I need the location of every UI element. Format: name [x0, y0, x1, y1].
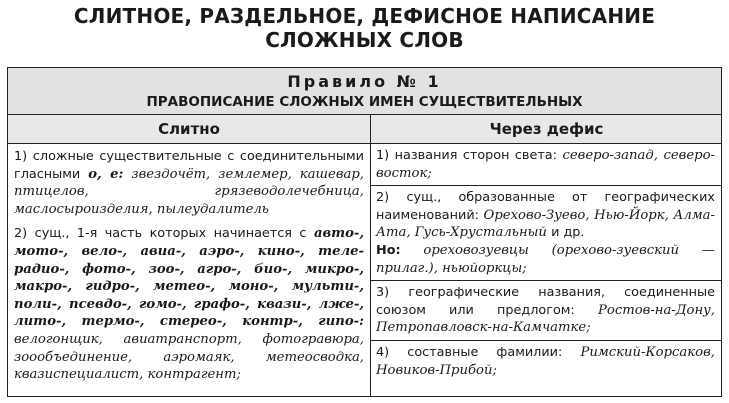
item-text: сущ., образованные от географических наименований: [376, 190, 715, 223]
item-number: 1) [14, 149, 28, 164]
rule-number: Правило № 1 [287, 72, 442, 91]
item-examples: Римский-Корсаков, Новиков-Прибой; [376, 344, 715, 378]
rule-table [7, 67, 722, 397]
item-examples: велогонщик, авиатранспорт, фотогравюра, зоообъединение, аэромаяк, метеосводка, квазиспециалист, контрагент; [14, 331, 364, 383]
item-number: 1) [376, 148, 390, 163]
page-title-line-2: СЛОЖНЫХ СЛОВ [265, 28, 464, 52]
column-hyphen [376, 144, 715, 382]
item-examples: Ростов-на-Дону, Петропавловск-на-Камчатке; [376, 302, 715, 336]
list-item [14, 221, 364, 386]
item-examples: Орехово-Зуево, Нью-Йорк, Алма-Ата, Гусь-Хрустальный [376, 207, 715, 241]
item-prefixes: авто-, мото-, вело-, авиа-, аэро-, кино-, теле- радио-, фото-, зоо-, агро-, био-, микро-, макро-, гидро-, метео-, моно-, мульти-, поли-, псевдо-, гомо-, графо-, квази-, лже-, лито-, термо-, стерео-, контр-, гипо-: [14, 226, 364, 330]
list-item [370, 341, 721, 382]
column-header-hyphen: Через дефис [489, 120, 604, 138]
column-header-joined: Слитно [158, 120, 220, 138]
list-item [370, 281, 721, 341]
page-title [0, 4, 729, 52]
item-note-examples: ореховозуевцы (орехово-зуевский — прилаг.), ньюйоркцы; [376, 242, 715, 276]
item-text: названия сторон света: [394, 148, 557, 163]
item-text: географические названия, соединенные союзом или предлогом: [376, 285, 715, 318]
item-text: сложные существительные с соединительными гласными [14, 149, 364, 182]
list-item [14, 144, 364, 221]
item-number: 2) [14, 226, 28, 242]
item-number: 2) [376, 190, 390, 206]
column-headers [8, 115, 721, 144]
list-item [370, 144, 721, 186]
item-examples: звездочёт, землемер, кашевар, птицелов, грязеводолечебница, маслосыроизделия, пылеудалитель [14, 166, 364, 217]
list-item [370, 186, 721, 281]
item-text: составные фамилии: [407, 344, 563, 360]
item-tail: и др. [551, 225, 585, 241]
item-text: сущ., 1-я часть которых начинается с [34, 226, 307, 242]
item-vowels: о, е: [88, 166, 124, 182]
column-joined [14, 144, 364, 387]
page-title-line-1: СЛИТНОЕ, РАЗДЕЛЬНОЕ, ДЕФИСНОЕ НАПИСАНИЕ [73, 4, 656, 28]
item-number: 4) [376, 344, 390, 360]
rule-subtitle: ПРАВОПИСАНИЕ СЛОЖНЫХ ИМЕН СУЩЕСТВИТЕЛЬНЫХ [146, 94, 583, 110]
item-note-label: Но: [376, 242, 401, 258]
item-number: 3) [376, 285, 390, 301]
rule-header [8, 68, 721, 115]
item-examples: северо-запад, северо-восток; [376, 148, 715, 181]
